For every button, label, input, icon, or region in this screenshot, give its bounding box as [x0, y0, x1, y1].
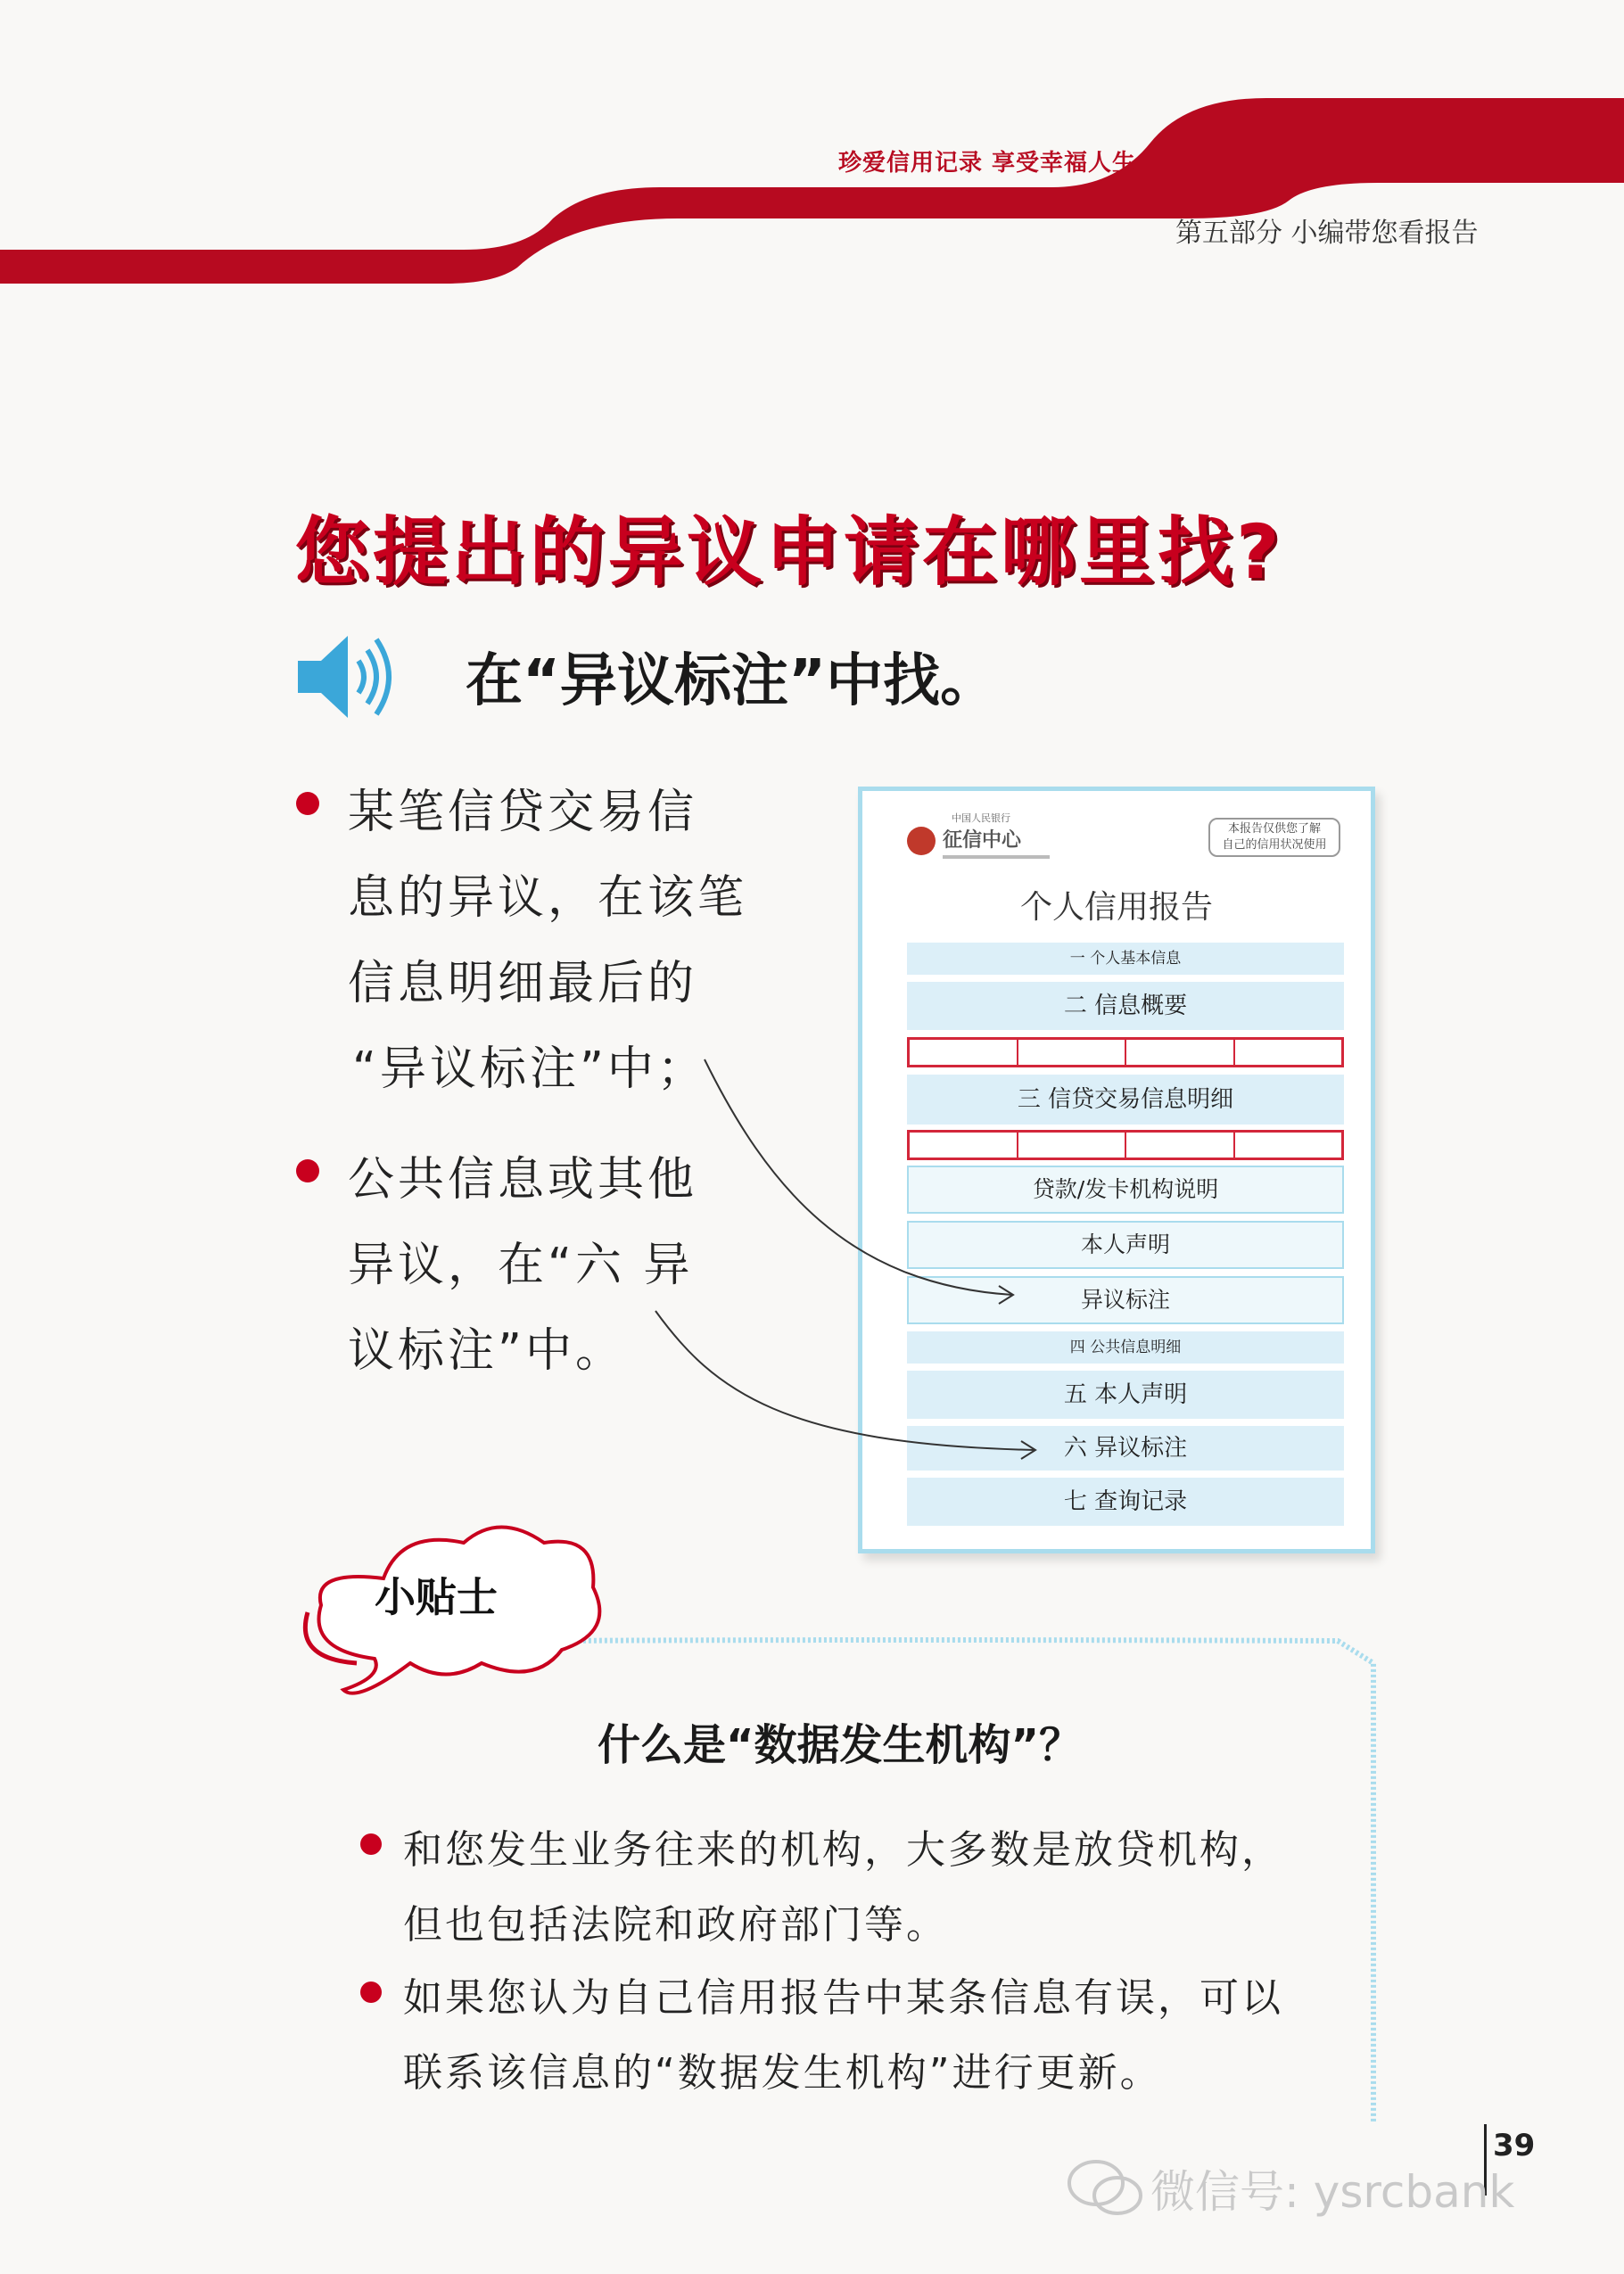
bullet-1-line-1: 某笔信贷交易信 — [348, 786, 698, 839]
page-title: 您提出的异议申请在哪里找? — [294, 508, 1283, 596]
header-slogan: 珍爱信用记录 享受幸福人生 — [838, 150, 1137, 177]
bullet-2-line-2: 异议，在“六 异 — [348, 1239, 694, 1292]
row-overview: 二 信息概要 — [907, 982, 1344, 1030]
page-number: 39 — [1493, 2128, 1536, 2163]
bullet-2-line-1: 公共信息或其他 — [348, 1153, 698, 1207]
tips-title: 什么是“数据发生机构”？ — [598, 1720, 1083, 1770]
center-name: 征信中心 — [943, 828, 1022, 852]
row-self-statement: 本人声明 — [907, 1221, 1344, 1269]
bullet-2-line-3: 议标注”中。 — [348, 1324, 625, 1378]
row-credit-detail: 三 信贷交易信息明细 — [907, 1075, 1344, 1125]
bullet-1-line-3: 信息明细最后的 — [348, 957, 698, 1010]
center-small-name: 中国人民银行 — [952, 812, 1010, 824]
tips-label: 小贴士 — [375, 1573, 498, 1621]
tip-2-line-2: 联系该信息的“数据发生机构”进行更新。 — [403, 2050, 1162, 2096]
tip-dot — [360, 1982, 382, 2003]
tip-dot — [360, 1833, 382, 1855]
tip-1-line-1: 和您发生业务往来的机构，大多数是放贷机构， — [403, 1827, 1283, 1873]
row-query-record: 七 查询记录 — [907, 1478, 1344, 1526]
wechat-icon — [1066, 2156, 1146, 2219]
section-label: 第五部分 小编带您看报告 — [1175, 218, 1479, 249]
row-public-info: 四 公共信息明细 — [907, 1331, 1344, 1364]
bullet-1-line-4: “异议标注”中； — [352, 1042, 707, 1096]
watermark-text: 微信号: ysrcbank — [1150, 2166, 1515, 2218]
row-basic-info: 一 个人基本信息 — [907, 943, 1344, 975]
report-title: 个人信用报告 — [1019, 889, 1213, 926]
answer-text: 在“异议标注”中找。 — [466, 648, 998, 714]
tip-1-line-2: 但也包括法院和政府部门等。 — [403, 1902, 948, 1948]
row-self-statement-2: 五 本人声明 — [907, 1371, 1344, 1419]
tip-2-line-1: 如果您认为自己信用报告中某条信息有误，可以 — [403, 1975, 1283, 2021]
row-dispute-2: 六 异议标注 — [907, 1426, 1344, 1471]
row-dispute: 异议标注 — [907, 1276, 1344, 1324]
row-org-note: 贷款/发卡机构说明 — [907, 1166, 1344, 1214]
disclaimer-line-2: 自己的信用状况使用 — [1222, 838, 1327, 852]
disclaimer-line-1: 本报告仅供您了解 — [1227, 822, 1321, 836]
bullet-1-line-2: 息的异议，在该笔 — [348, 871, 748, 925]
